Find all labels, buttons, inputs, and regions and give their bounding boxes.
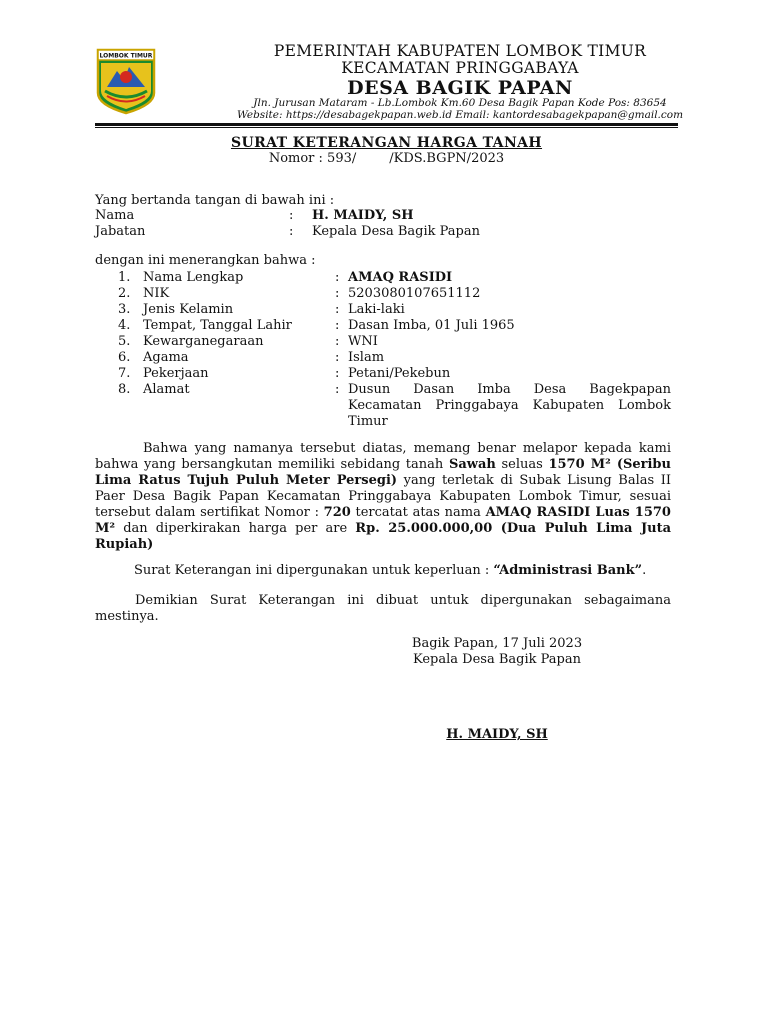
item-number: 4. bbox=[118, 318, 131, 333]
colon: : bbox=[335, 350, 340, 365]
signer-position-value: Kepala Desa Bagik Papan bbox=[312, 224, 480, 239]
item-number: 2. bbox=[118, 286, 131, 301]
signer-name-value: H. MAIDY, SH bbox=[312, 208, 414, 223]
letterhead-district: KECAMATAN PRINGGABAYA bbox=[341, 59, 579, 77]
colon: : bbox=[289, 208, 294, 223]
letterhead-village: DESA BAGIK PAPAN bbox=[347, 77, 573, 99]
document-number: Nomor : 593/ /KDS.BGPN/2023 bbox=[268, 151, 505, 166]
item-number: 7. bbox=[118, 366, 131, 381]
item-label: Alamat bbox=[143, 382, 190, 397]
item-number: 8. bbox=[118, 382, 131, 397]
item-label: Pekerjaan bbox=[143, 366, 209, 381]
item-number: 5. bbox=[118, 334, 131, 349]
intro-text: Yang bertanda tangan di bawah ini : bbox=[95, 193, 335, 208]
item-label: Kewarganegaraan bbox=[143, 334, 264, 349]
colon: : bbox=[335, 270, 340, 285]
letterhead-website-email: Website: https://desabagekpapan.web.id Email: kantordesabagekpapan@gmail.com bbox=[236, 109, 684, 121]
item-value-nik: 5203080107651112 bbox=[348, 286, 481, 301]
body-paragraph-purpose bbox=[134, 563, 646, 578]
text-run: . bbox=[642, 563, 647, 578]
letterhead-address: Jln. Jurusan Mataram - Lb.Lombok Km.60 Desa Bagik Papan Kode Pos: 83654 bbox=[253, 97, 667, 109]
item-value-religion: Islam bbox=[348, 350, 385, 365]
item-value-gender: Laki-laki bbox=[348, 302, 405, 317]
signer-name-label: Nama bbox=[95, 208, 135, 223]
text-run: seluas bbox=[495, 457, 549, 472]
colon: : bbox=[335, 286, 340, 301]
item-label: Agama bbox=[143, 350, 189, 365]
item-value-birth: Dasan Imba, 01 Juli 1965 bbox=[348, 318, 515, 333]
item-number: 3. bbox=[118, 302, 131, 317]
colon: : bbox=[335, 366, 340, 381]
colon: : bbox=[335, 318, 340, 333]
letterhead-government: PEMERINTAH KABUPATEN LOMBOK TIMUR bbox=[273, 42, 647, 60]
item-value-occupation: Petani/Pekebun bbox=[348, 366, 451, 381]
land-type: Sawah bbox=[448, 457, 496, 472]
text-run: dan diperkirakan harga per are bbox=[115, 521, 356, 536]
item-number: 1. bbox=[118, 270, 131, 285]
item-value-address: Dusun Dasan Imba Desa Bagekpapan Kecamatan Pringgabaya Kabupaten Lombok Timur bbox=[348, 382, 671, 429]
colon: : bbox=[289, 224, 294, 239]
item-label: Tempat, Tanggal Lahir bbox=[143, 318, 292, 333]
signature-place-date: Bagik Papan, 17 Juli 2023 bbox=[411, 636, 583, 651]
document-title: SURAT KETERANGAN HARGA TANAH bbox=[230, 135, 543, 151]
purpose-value: “Administrasi Bank” bbox=[493, 563, 643, 578]
signature-position: Kepala Desa Bagik Papan bbox=[413, 652, 581, 667]
certificate-number: 720 bbox=[323, 505, 351, 520]
letterhead-divider-thin bbox=[95, 127, 678, 128]
colon: : bbox=[335, 334, 340, 349]
item-label: Jenis Kelamin bbox=[143, 302, 234, 317]
letterhead-divider-thick bbox=[95, 123, 678, 126]
logo-text: LOMBOK TIMUR bbox=[99, 52, 153, 60]
text-run: yang terletak di Subak Lisung Balas II Paer Desa Bagik Papan Kecamatan Pringgabaya Kabupaten Lombok Timur, sesuai tersebut dalam sertifikat Nomor : bbox=[95, 473, 671, 520]
item-label: Nama Lengkap bbox=[143, 270, 244, 285]
item-label: NIK bbox=[143, 286, 170, 301]
certificate-owner: AMAQ RASIDI Luas 1570 M² bbox=[95, 505, 671, 536]
land-price: Rp. 25.000.000,00 (Dua Puluh Lima Juta Rupiah) bbox=[95, 521, 671, 552]
land-area: 1570 M² (Seribu Lima Ratus Tujuh Puluh Meter Persegi) bbox=[95, 457, 671, 488]
text-run: tercatat atas nama bbox=[350, 505, 486, 520]
text-run: Surat Keterangan ini dipergunakan untuk keperluan : bbox=[134, 563, 494, 578]
statement-intro: dengan ini menerangkan bahwa : bbox=[95, 253, 316, 268]
item-value-citizenship: WNI bbox=[348, 334, 378, 349]
item-number: 6. bbox=[118, 350, 131, 365]
signature-name: H. MAIDY, SH bbox=[446, 727, 548, 742]
regency-emblem-logo bbox=[95, 47, 157, 115]
item-value-name: AMAQ RASIDI bbox=[348, 270, 453, 285]
colon: : bbox=[335, 382, 340, 397]
text-run: Bahwa yang namanya tersebut diatas, memang benar melapor kepada kami bahwa yang bersangkutan memiliki sebidang tanah bbox=[95, 441, 671, 472]
signer-position-label: Jabatan bbox=[95, 224, 146, 239]
colon: : bbox=[335, 302, 340, 317]
body-paragraph-closing: Demikian Surat Keterangan ini dibuat untuk dipergunakan sebagaimana mestinya. bbox=[95, 593, 671, 624]
body-paragraph-statement bbox=[95, 441, 671, 553]
